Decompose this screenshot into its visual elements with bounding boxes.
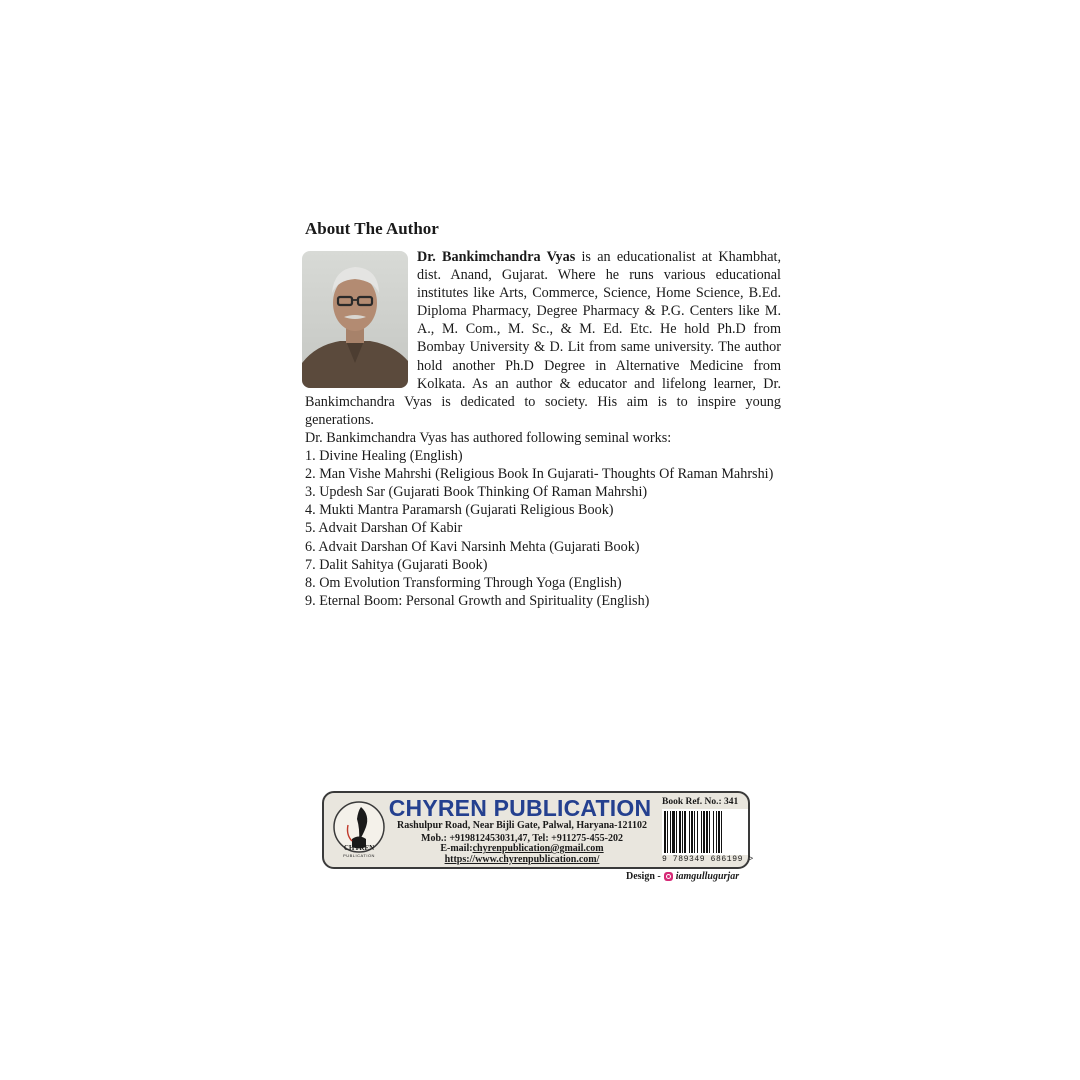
barcode-bar — [706, 811, 708, 853]
publisher-website[interactable]: https://www.chyrenpublication.com/ — [444, 854, 600, 865]
barcode-bar — [691, 811, 693, 853]
logo-text: CHYREN — [343, 844, 375, 852]
bio-text: is an educationalist at Khambhat, dist. Anand, Gujarat. Where he runs various educational institutes like Arts, Commerce, Science, Home Science, B.Ed. Diploma Pharmacy, Degree Pharmacy & P.G. Centers like M. A., M. Com., M. Sc., & M. Ed. Etc. He hold Ph.D from Bombay University & D. Lit from same university. The author hold another Ph.D Degree in Alternative Medicine from Kolkata. As an author & educator and lifelong learner, Dr. Bankimchandra Vyas is dedicated to society. His aim is to inspire young generations. — [305, 249, 782, 428]
work-item: 6. Advait Darshan Of Kavi Narsinh Mehta (Gujarati Book) — [305, 538, 640, 555]
about-heading: About The Author — [305, 219, 439, 238]
work-item: 8. Om Evolution Transforming Through Yoga (English) — [305, 574, 622, 591]
barcode-bar — [684, 811, 686, 853]
publisher-name: CHYREN PUBLICATION — [388, 795, 652, 821]
barcode-area — [662, 795, 752, 867]
work-item: 4. Mukti Mantra Paramarsh (Gujarati Religious Book) — [305, 502, 614, 519]
barcode-bar — [664, 811, 666, 853]
barcode-bar — [667, 811, 668, 853]
barcode-bar — [721, 811, 722, 853]
email-link[interactable]: chyrenpublication@gmail.com — [472, 843, 604, 854]
barcode-bar — [716, 811, 717, 853]
author-name: Dr. Bankimchandra Vyas — [417, 249, 576, 265]
design-label: Design - — [626, 871, 661, 882]
barcode-bar — [709, 811, 710, 853]
instagram-icon — [664, 872, 673, 881]
author-bio-section — [305, 248, 781, 610]
author-photo — [302, 251, 408, 388]
barcode-bar — [713, 811, 714, 853]
barcode-bar — [703, 811, 705, 853]
publisher-address: Rashulpur Road, Near Bijli Gate, Palwal, Haryana-121102 — [397, 820, 647, 831]
barcode-bar — [670, 811, 671, 853]
logo-subtext: PUBLICATION — [343, 853, 375, 858]
designer-handle[interactable]: iamgullugurjar — [675, 871, 740, 882]
work-item: 7. Dalit Sahitya (Gujarati Book) — [305, 556, 488, 573]
work-item: 5. Advait Darshan Of Kabir — [305, 520, 463, 537]
barcode-bar — [694, 811, 695, 853]
publisher-email-line — [386, 843, 658, 854]
barcode-bar — [676, 811, 677, 853]
barcode-bar — [697, 811, 698, 853]
barcode-bar — [701, 811, 702, 853]
publisher-info-box — [322, 791, 754, 869]
book-ref-label: Book Ref. No.: 341 — [662, 797, 739, 807]
work-item: 3. Updesh Sar (Gujarati Book Thinking Of Raman Mahrshi) — [305, 484, 648, 501]
work-item: 2. Man Vishe Mahrshi (Religious Book In Gujarati- Thoughts Of Raman Mahrshi) — [305, 466, 774, 483]
works-intro: Dr. Bankimchandra Vyas has authored following seminal works: — [305, 429, 672, 446]
barcode-bar — [672, 811, 675, 853]
work-item: 1. Divine Healing (English) — [305, 448, 463, 465]
work-item: 9. Eternal Boom: Personal Growth and Spirituality (English) — [305, 592, 650, 609]
works-list — [305, 447, 781, 610]
barcode-bar — [682, 811, 683, 853]
barcode-bar — [689, 811, 690, 853]
publisher-phone: Mob.: +919812453031,47, Tel: +911275-455-202 — [421, 833, 623, 844]
email-label: E-mail: — [440, 843, 473, 854]
barcode-bar — [718, 811, 720, 853]
isbn-barcode — [662, 809, 748, 855]
design-credit — [626, 871, 739, 882]
isbn-digits: 9 789349 686199 > — [662, 855, 754, 864]
barcode-bar — [679, 811, 681, 853]
